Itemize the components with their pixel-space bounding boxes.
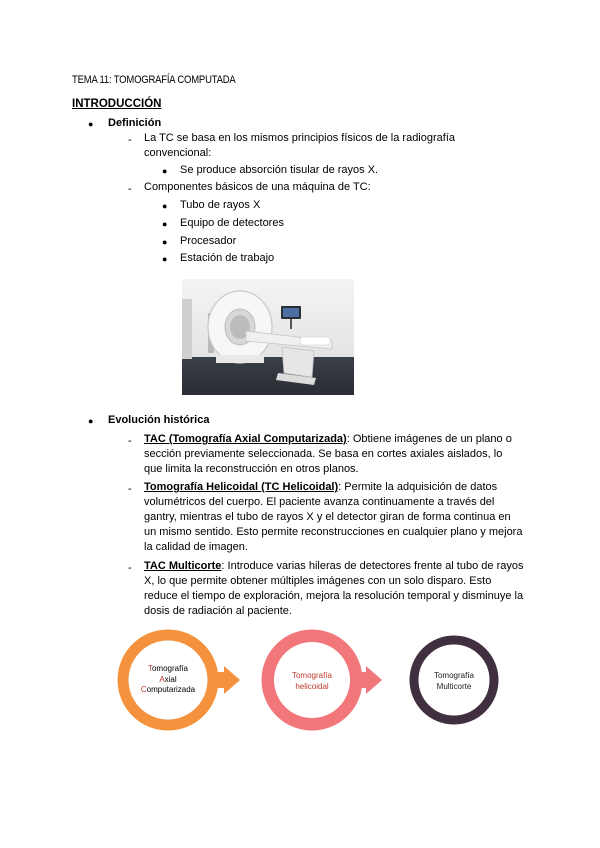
tac-text: : Obtiene imágenes de un plano o: [346, 433, 512, 445]
helicoidal-term: Tomografía Helicoidal (TC Helicoidal): [144, 481, 339, 493]
dash: -: [128, 483, 132, 495]
definicion-subitem: Se produce absorción tisular de rayos X.: [180, 164, 379, 176]
bullet: ●: [88, 119, 94, 129]
multicorte-line3: reduce el tiempo de exploración, mejora la resolución temporal y disminuye la: [144, 590, 524, 602]
tac-line1: [144, 432, 512, 448]
multicorte-term: TAC Multicorte: [144, 560, 222, 572]
dash: -: [128, 562, 132, 574]
bullet: ●: [162, 166, 168, 176]
helicoidal-text: : Permite la adquisición de datos: [338, 481, 498, 493]
circle-tac-label: Tomografía Axial Computarizada: [140, 664, 196, 694]
bullet: ●: [162, 201, 168, 211]
bullet: ●: [162, 219, 168, 229]
letter-t: T: [147, 664, 152, 673]
bullet: ●: [88, 416, 94, 426]
component-item: Tubo de rayos X: [180, 199, 261, 211]
component-item: Procesador: [180, 235, 237, 247]
circle-multicorte-label: Tomografía Multicorte: [433, 671, 475, 691]
multicorte-line1: [144, 559, 523, 575]
document-title: TEMA 11: TOMOGRAFÍA COMPUTADA: [72, 74, 236, 86]
letter-a: A: [159, 674, 165, 684]
dash: -: [128, 435, 132, 447]
ct-scanner-photo: [182, 279, 354, 395]
circle-helicoidal-label: Tomografía helicoidal: [291, 671, 333, 691]
helicoidal-line3: gantry, mientras el tubo de rayos X y el detector giran de forma continua en: [144, 511, 511, 523]
letter-c: C: [140, 685, 147, 694]
helicoidal-line1: [144, 480, 497, 496]
tac-line2: sección previamente seleccionada. Se basa en cortes axiales aislados, lo: [144, 448, 503, 460]
helicoidal-line2: volumétricos del cuerpo. El paciente avanza continuamente a través del: [144, 496, 495, 508]
definicion-text-line1: La TC se basa en los mismos principios físicos de la radiografía: [144, 132, 455, 144]
helicoidal-line4: un mismo sentido. Esto permite reconstrucciones en cualquier plano y mejora: [144, 526, 523, 538]
helicoidal-line5: la calidad de imagen.: [144, 541, 248, 553]
bullet: ●: [162, 237, 168, 247]
bullet: ●: [162, 254, 168, 264]
component-item: Estación de trabajo: [180, 252, 275, 264]
tac-term: TAC (Tomografía Axial Computarizada): [144, 433, 347, 445]
component-item: Equipo de detectores: [180, 217, 284, 229]
definicion-text-line2: convencional:: [144, 147, 212, 159]
evolucion-heading: Evolución histórica: [108, 414, 210, 426]
tac-line3: que limita la reconstrucción en otros planos.: [144, 463, 359, 475]
multicorte-line4: dosis de radiación al paciente.: [144, 605, 292, 617]
dash: -: [128, 183, 132, 195]
multicorte-text: : Introduce varias hileras de detectores frente al tubo de rayos: [221, 560, 524, 572]
definicion-heading: Definición: [108, 117, 162, 129]
dash: -: [128, 134, 132, 146]
multicorte-line2: X, lo que permite obtener múltiples imágenes con un solo disparo. Esto: [144, 575, 492, 587]
components-intro: Componentes básicos de una máquina de TC:: [144, 181, 371, 193]
section-heading: INTRODUCCIÓN: [72, 98, 162, 110]
